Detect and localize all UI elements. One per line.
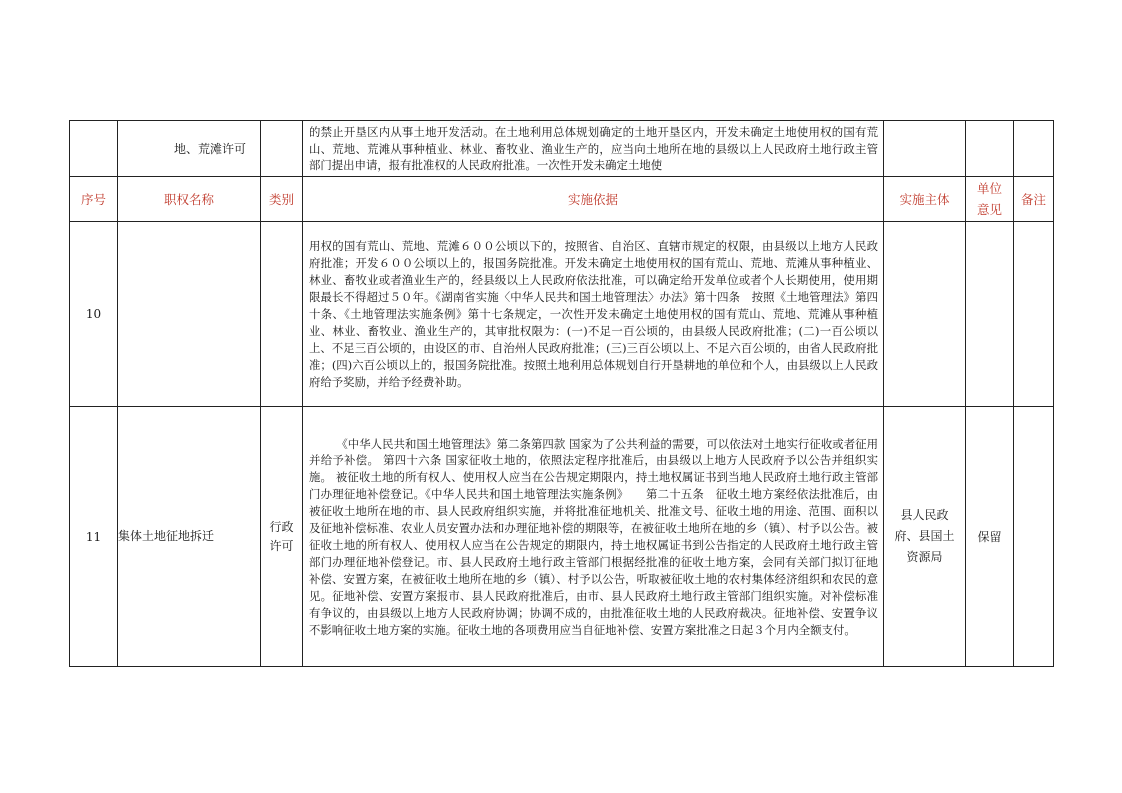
cell-basis (303, 222, 884, 407)
table-header-row (70, 177, 1054, 222)
authority-table (69, 120, 1054, 667)
cell-type (261, 407, 303, 667)
cell-type (261, 121, 303, 177)
table-row (70, 407, 1054, 667)
cell-type (261, 222, 303, 407)
type-text: 行政许可 (269, 519, 294, 553)
header-index: 序号 (70, 177, 118, 222)
header-subject: 实施主体 (884, 177, 966, 222)
cell-subject (884, 222, 966, 407)
subject-text: 县人民政府、县国土资源局 (894, 508, 955, 564)
cell-note (1014, 222, 1054, 407)
cell-note (1014, 121, 1054, 177)
cell-authority-name (118, 222, 261, 407)
basis-text: 的禁止开垦区内从事土地开发活动。在土地利用总体规划确定的土地开垦区内，开发未确定土地使用权的国有荒山、荒地、荒滩从事种植业、林业、畜牧业、渔业生产的，应当向土地所在地的县级以上人民政府土地行政主管部门提出申请，报有批准权的人民政府批准。一次性开发未确定土地使 (309, 124, 878, 173)
cell-index: 11 (70, 407, 118, 667)
cell-note (1014, 407, 1054, 667)
cell-subject (884, 407, 966, 667)
authority-name-text: 地、荒滩许可 (174, 142, 247, 156)
header-note: 备注 (1014, 177, 1054, 222)
cell-authority-name (118, 407, 261, 667)
cell-subject (884, 121, 966, 177)
cell-basis (303, 407, 884, 667)
cell-opinion: 保留 (966, 407, 1014, 667)
header-basis: 实施依据 (303, 177, 884, 222)
cell-authority-name (118, 121, 261, 177)
header-opinion (966, 177, 1014, 222)
cell-index (70, 121, 118, 177)
basis-text: 用权的国有荒山、荒地、荒滩６００公顷以下的，按照省、自治区、直辖市规定的权限，由县级以上地方人民政府批准；开发６００公顷以上的，报国务院批准。开发未确定土地使用权的国有荒山、荒地、荒滩从事种植业、林业、畜牧业或者渔业生产的，经县级以上人民政府依法批准，可以确定给开发单位或者个人长期使用，使用期限最长不得超过５０年。《湖南省实施〈中华人民共和国土地管理法〉办法》第十四条 按照《土地管理法》第四十条、《土地管理法实施条例》第十七条规定，一次性开发未确定土地使用权的国有荒山、荒地、荒滩从事种植业、林业、畜牧业、渔业生产的，其审批权限为：(一)不足一百公顷的，由县级人民政府批准；(二)一百公顷以上、不足三百公顷的，由设区的市、自治州人民政府批准；(三)三百公顷以上、不足六百公顷的，由省人民政府批准；(四)六百公顷以上的，报国务院批准。按照土地利用总体规划自行开垦耕地的单位和个人，由县级以上人民政府给予奖励，并给予经费补助。 (309, 239, 878, 389)
cell-opinion (966, 222, 1014, 407)
header-opinion-text: 单位意见 (976, 181, 1002, 217)
basis-text: 《中华人民共和国土地管理法》第二条第四款 国家为了公共利益的需要，可以依法对土地实行征收或者征用并给予补偿。 第四十六条 国家征收土地的，依照法定程序批准后，由县级以上地方人民政府予以公告并组织实施。 被征收土地的所有权人、使用权人应当在公告规定期限内，持土地权属证书到当地人民政府土地行政主管部门办理征地补偿登记。《中华人民共和国土地管理法实施条例》 第二十五条 征收土地方案经依法批准后，由被征收土地所在地的市、县人民政府组织实施，并将批准征地机关、批准文号、征收土地的用途、范围、面积以及征地补偿标准、农业人员安置办法和办理征地补偿的期限等，在被征收土地所在地的乡（镇）、村予以公告。被征收土地的所有权人、使用权人应当在公告规定的期限内，持土地权属证书到公告指定的人民政府土地行政主管部门办理征地补偿登记。市、县人民政府土地行政主管部门根据经批准的征收土地方案，会同有关部门拟订征地补偿、安置方案，在被征收土地所在地的乡（镇）、村予以公告，听取被征收土地的农村集体经济组织和农民的意见。征地补偿、安置方案报市、县人民政府批准后，由市、县人民政府土地行政主管部门组织实施。对补偿标准有争议的，由县级以上地方人民政府协调；协调不成的，由批准征收土地的人民政府裁决。征地补偿、安置争议不影响征收土地方案的实施。征收土地的各项费用应当自征地补偿、安置方案批准之日起３个月内全额支付。 (309, 436, 878, 637)
authority-name-text: 集体土地征地拆迁 (118, 529, 215, 543)
table-row-continuation (70, 121, 1054, 177)
table-row (70, 222, 1054, 407)
cell-opinion (966, 121, 1014, 177)
header-name: 职权名称 (118, 177, 261, 222)
cell-basis (303, 121, 884, 177)
cell-index: 10 (70, 222, 118, 407)
header-type: 类别 (261, 177, 303, 222)
